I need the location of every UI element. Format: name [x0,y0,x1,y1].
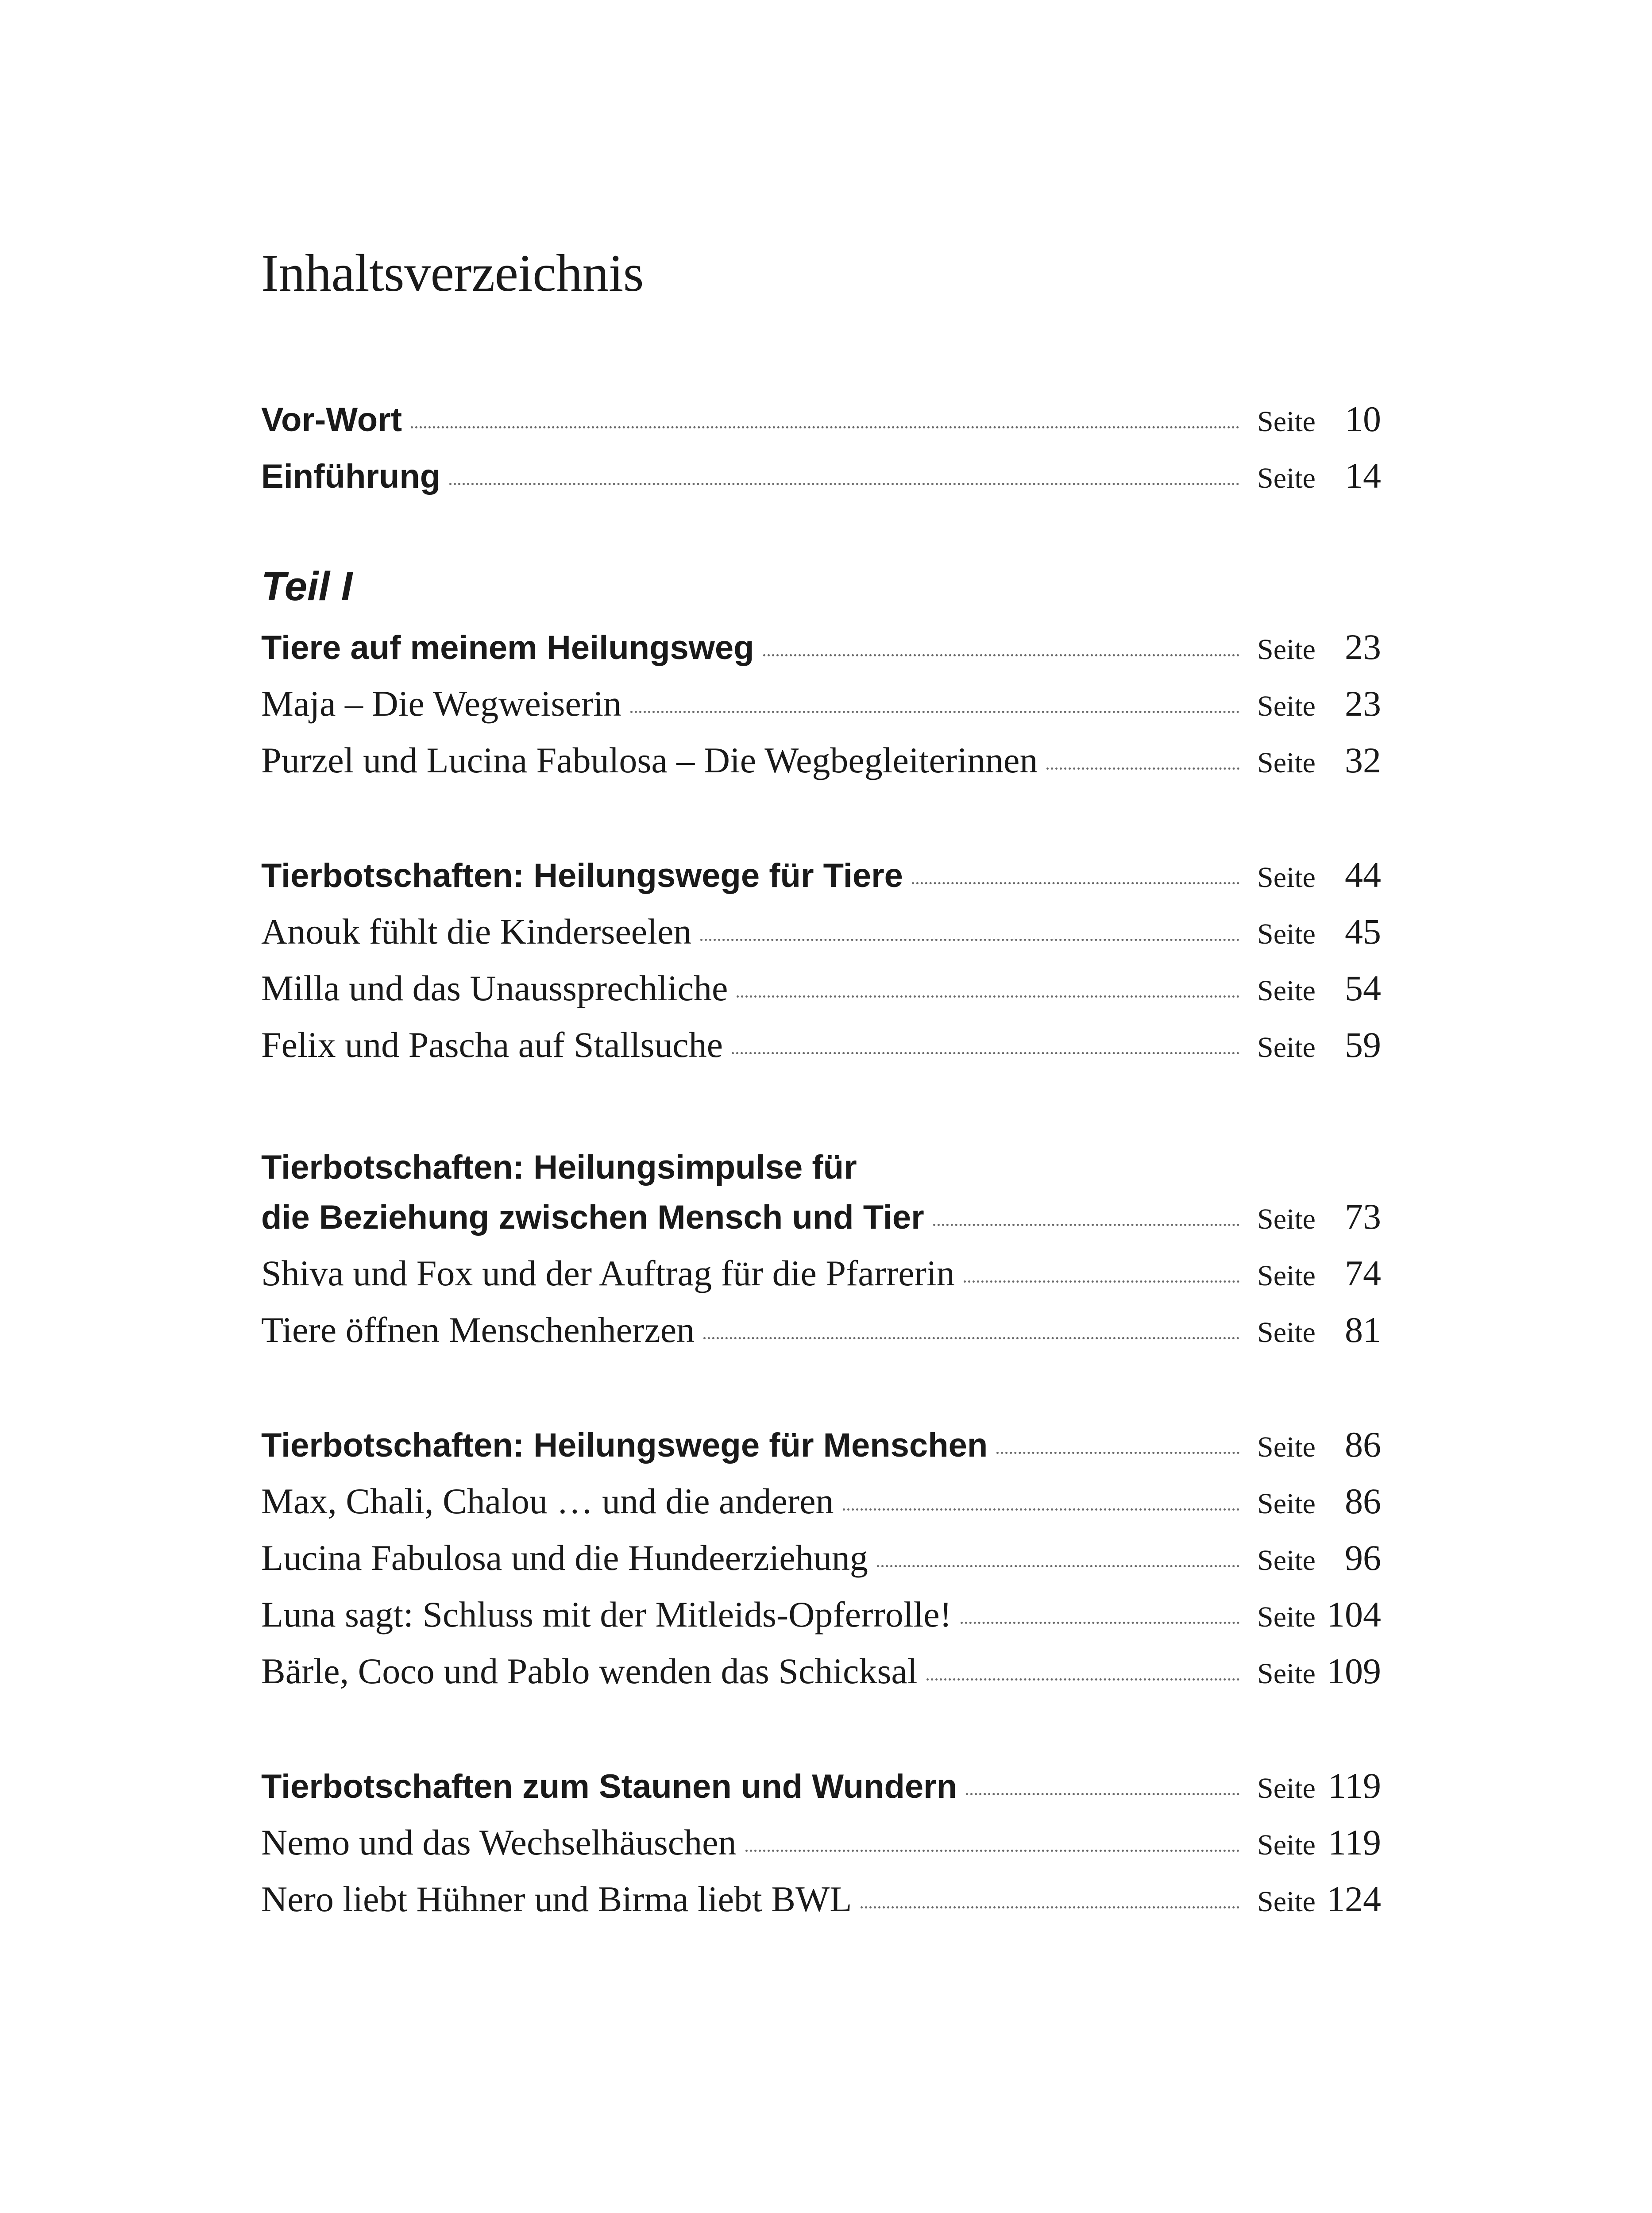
page-number: 10 [1345,399,1381,439]
toc-entry [261,968,1381,1024]
toc-entry-title: die Beziehung zwischen Mensch und Tier [261,1199,924,1236]
toc-entry [261,911,1381,968]
seite-label: Seite [1257,1260,1316,1292]
toc-entry-title: Vor-Wort [261,401,402,439]
dot-leader [745,1850,1239,1852]
toc-entry [261,1024,1381,1081]
toc-entry-title: Luna sagt: Schluss mit der Mitleids-Opferrolle! [261,1594,952,1635]
seite-label: Seite [1257,1431,1316,1463]
seite-label: Seite [1257,633,1316,666]
toc-entry [261,1822,1381,1878]
page-number: 86 [1345,1424,1381,1465]
seite-label: Seite [1257,975,1316,1007]
page-number: 32 [1345,740,1381,780]
dot-leader [933,1224,1239,1226]
dot-leader [961,1622,1239,1624]
part-title: Teil I [261,564,353,609]
toc-section-heading [261,1765,1381,1822]
page-number: 74 [1345,1253,1381,1293]
dot-leader [843,1508,1239,1511]
toc-entry-title: Tierbotschaften: Heilungswege für Menschen [261,1426,988,1464]
toc-entry-title: Bärle, Coco und Pablo wenden das Schicksal [261,1651,918,1691]
seite-label: Seite [1257,1829,1316,1861]
toc-entry-title: Max, Chali, Chalou … und die anderen [261,1481,834,1521]
dot-leader [630,711,1239,713]
toc-section-heading-line1: Tierbotschaften: Heilungsimpulse für [261,1149,857,1186]
page-number: 73 [1345,1196,1381,1237]
dot-leader [861,1906,1239,1908]
seite-label: Seite [1257,1488,1316,1520]
seite-label: Seite [1257,1772,1316,1804]
page-number: 44 [1345,855,1381,895]
dot-leader [732,1052,1239,1054]
toc-entry [261,1309,1381,1366]
dot-leader [700,939,1239,941]
page-number: 23 [1345,683,1381,724]
toc-entry-einfuehrung [261,455,1381,512]
page-number: 119 [1328,1766,1381,1806]
page-number: 81 [1345,1310,1381,1350]
toc-entry [261,1480,1381,1537]
page-number: 119 [1328,1822,1381,1862]
dot-leader [964,1280,1239,1283]
page-number: 45 [1345,911,1381,952]
toc-entry-title: Tierbotschaften: Heilungswege für Tiere [261,857,903,894]
seite-label: Seite [1257,690,1316,722]
page-number: 104 [1327,1594,1381,1635]
dot-leader [1046,767,1239,770]
seite-label: Seite [1257,462,1316,494]
toc-entry [261,683,1381,740]
dot-leader [996,1452,1239,1454]
toc-entry-title: Tiere auf meinem Heilungsweg [261,629,754,667]
dot-leader [966,1793,1239,1795]
table-of-contents [261,0,1381,2213]
seite-label: Seite [1257,918,1316,950]
page-number: 86 [1345,1481,1381,1521]
page-number: 124 [1327,1879,1381,1919]
toc-entry [261,1594,1381,1650]
toc-entry [261,1537,1381,1594]
toc-entry [261,1650,1381,1707]
page-number: 23 [1345,627,1381,667]
seite-label: Seite [1257,1203,1316,1235]
seite-label: Seite [1257,405,1316,438]
toc-entry [261,1878,1381,1935]
toc-entry-title: Einführung [261,458,441,495]
page-number: 54 [1345,968,1381,1008]
toc-entry-title: Anouk fühlt die Kinderseelen [261,911,692,952]
toc-entry-title: Nemo und das Wechselhäuschen [261,1822,737,1862]
seite-label: Seite [1257,861,1316,894]
toc-entry [261,740,1381,796]
page-title: Inhaltsverzeichnis [261,243,644,302]
toc-entry [261,1253,1381,1309]
toc-entry-title: Felix und Pascha auf Stallsuche [261,1025,723,1065]
page-number: 14 [1345,455,1381,496]
toc-entry-title: Lucina Fabulosa und die Hundeerziehung [261,1538,868,1578]
toc-entry-title: Tierbotschaften zum Staunen und Wundern [261,1768,957,1805]
page-number: 59 [1345,1025,1381,1065]
dot-leader [912,882,1239,884]
seite-label: Seite [1257,1031,1316,1064]
toc-section-heading [261,626,1381,683]
toc-section-heading [261,1196,1381,1253]
page-number: 109 [1327,1651,1381,1691]
toc-section-heading [261,1424,1381,1480]
seite-label: Seite [1257,1544,1316,1577]
dot-leader [763,654,1239,656]
toc-entry-title: Purzel und Lucina Fabulosa – Die Wegbegleiterinnen [261,740,1038,780]
page-number: 96 [1345,1538,1381,1578]
toc-entry-title: Nero liebt Hühner und Birma liebt BWL [261,1879,852,1919]
seite-label: Seite [1257,747,1316,779]
dot-leader [703,1337,1239,1339]
seite-label: Seite [1257,1885,1316,1918]
dot-leader [737,995,1239,998]
toc-entry-vorwort [261,398,1381,455]
toc-entry-title: Maja – Die Wegweiserin [261,683,621,724]
seite-label: Seite [1257,1601,1316,1633]
dot-leader [411,426,1239,428]
dot-leader [877,1565,1239,1567]
dot-leader [926,1678,1239,1681]
toc-entry-title: Tiere öffnen Menschenherzen [261,1310,695,1350]
toc-section-heading [261,854,1381,911]
seite-label: Seite [1257,1316,1316,1349]
toc-entry-title: Milla und das Unaussprechliche [261,968,728,1008]
seite-label: Seite [1257,1658,1316,1690]
dot-leader [449,483,1239,485]
toc-entry-title: Shiva und Fox und der Auftrag für die Pfarrerin [261,1253,955,1293]
